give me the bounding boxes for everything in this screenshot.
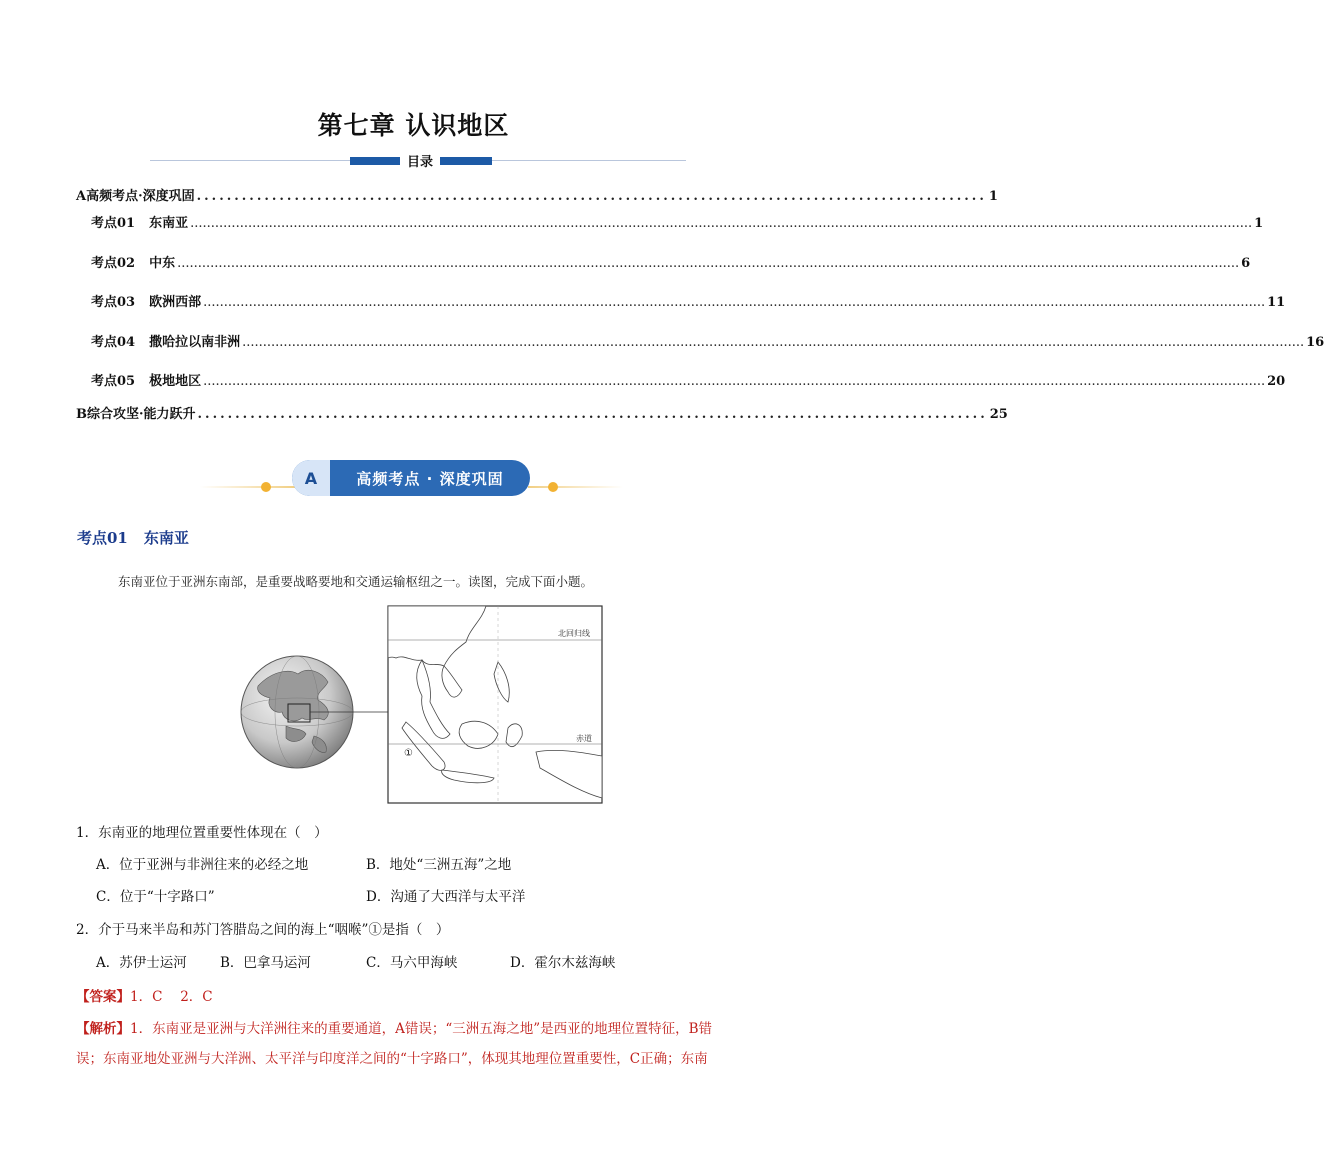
toc-leader: ......................................................................................................... [197, 407, 988, 422]
tropic-label: 北回归线 [558, 629, 590, 638]
equator-label: 赤道 [576, 734, 592, 743]
toc-entry-a[interactable] [76, 185, 998, 204]
banner-line-left [200, 486, 295, 488]
toc-page: 25 [989, 407, 1008, 422]
toc-entry-name: 撒哈拉以南非洲 [149, 335, 241, 350]
toc-leader: ................................................................................................................................................................................................................................................................. [203, 374, 1266, 389]
toc-leader: ................................................................................................................................................................................................................................................................. [203, 295, 1266, 310]
banner-dot-right [548, 482, 558, 492]
page-title: 第七章 认识地区 [317, 111, 510, 140]
toc-entry-01[interactable] [91, 212, 1264, 231]
toc-entry-label: 考点04 [91, 335, 136, 350]
q1-option-d[interactable]: D．沟通了大西洋与太平洋 [366, 889, 526, 905]
toc-page: 16 [1306, 335, 1324, 350]
toc-page: 11 [1267, 295, 1286, 310]
toc-entry-label: B综合攻坚·能力跃升 [76, 407, 196, 422]
toc-entry-name: 东南亚 [149, 216, 189, 231]
answer-text: 1．C 2．C [130, 989, 213, 1005]
q2-option-a[interactable]: A．苏伊士运河 [96, 955, 187, 971]
toc-entry-name: 极地地区 [149, 374, 202, 389]
toc-entry-name: 欧洲西部 [149, 295, 202, 310]
strait-marker: ① [404, 748, 413, 759]
analysis-text-1: 1．东南亚是亚洲与大洋洲往来的重要通道，A错误；“三洲五海之地”是西亚的地理位置特征，B错 [130, 1021, 713, 1037]
banner-badge: A [292, 460, 330, 496]
answer-label: 【答案】 [76, 989, 130, 1005]
toc-entry-b[interactable] [76, 403, 1008, 422]
toc-leader: ......................................................................................................... [196, 189, 987, 204]
question-intro: 东南亚位于亚洲东南部，是重要战略要地和交通运输枢纽之一。读图，完成下面小题。 [118, 574, 594, 589]
toc-entry-02[interactable] [91, 252, 1251, 271]
analysis-line-2: 误；东南亚地处亚洲与大洋洲、太平洋与印度洋之间的“十字路口”，体现其地理位置重要性，C正确；东南 [76, 1051, 708, 1067]
toc-page: 20 [1267, 374, 1286, 389]
section-heading [77, 527, 189, 548]
toc-entry-label: 考点05 [91, 374, 136, 389]
q2-option-d[interactable]: D．霍尔木兹海峡 [510, 955, 616, 971]
toc-entry-04[interactable] [91, 331, 1324, 350]
section-name: 东南亚 [143, 529, 189, 547]
toc-page: 6 [1241, 256, 1251, 271]
toc-leader: ................................................................................................................................................................................................................................................................. [190, 216, 1253, 231]
toc-page: 1 [988, 189, 998, 204]
analysis-line-1 [76, 1017, 712, 1037]
toc-entry-05[interactable] [91, 370, 1286, 389]
section-label: 考点01 [77, 529, 128, 547]
toc-entry-label: 考点01 [91, 216, 136, 231]
banner-line-right [528, 486, 623, 488]
toc-entry-name: 中东 [149, 256, 176, 271]
toc-entry-label: 考点02 [91, 256, 136, 271]
toc-entry-03[interactable] [91, 291, 1286, 310]
banner-text: 高频考点 · 深度巩固 [356, 469, 504, 488]
answer-line [76, 985, 213, 1005]
question-1-stem: 1．东南亚的地理位置重要性体现在（ ） [76, 825, 328, 841]
toc-entry-label: 考点03 [91, 295, 136, 310]
q1-option-c[interactable]: C．位于“十字路口” [96, 889, 215, 905]
toc-leader: ................................................................................................................................................................................................................................................................. [177, 256, 1240, 271]
q2-option-b[interactable]: B．巴拿马运河 [220, 955, 311, 971]
toc-label: 目录 [400, 151, 440, 170]
banner-dot-left [261, 482, 271, 492]
toc-bar-left [350, 157, 405, 165]
toc-entry-label: A高频考点·深度巩固 [76, 189, 195, 204]
question-2-stem: 2．介于马来半岛和苏门答腊岛之间的海上“咽喉”①是指（ ） [76, 922, 450, 938]
toc-bar-right [437, 157, 492, 165]
q2-option-c[interactable]: C．马六甲海峡 [366, 955, 458, 971]
regional-map [388, 606, 602, 803]
toc-page: 1 [1254, 216, 1264, 231]
q1-option-b[interactable]: B．地处“三洲五海”之地 [366, 857, 512, 873]
q1-option-a[interactable]: A．位于亚洲与非洲往来的必经之地 [96, 857, 309, 873]
section-banner [292, 460, 530, 496]
southeast-asia-figure [236, 602, 606, 807]
toc-leader: ................................................................................................................................................................................................................................................................. [242, 335, 1305, 350]
analysis-label: 【解析】 [76, 1021, 130, 1037]
